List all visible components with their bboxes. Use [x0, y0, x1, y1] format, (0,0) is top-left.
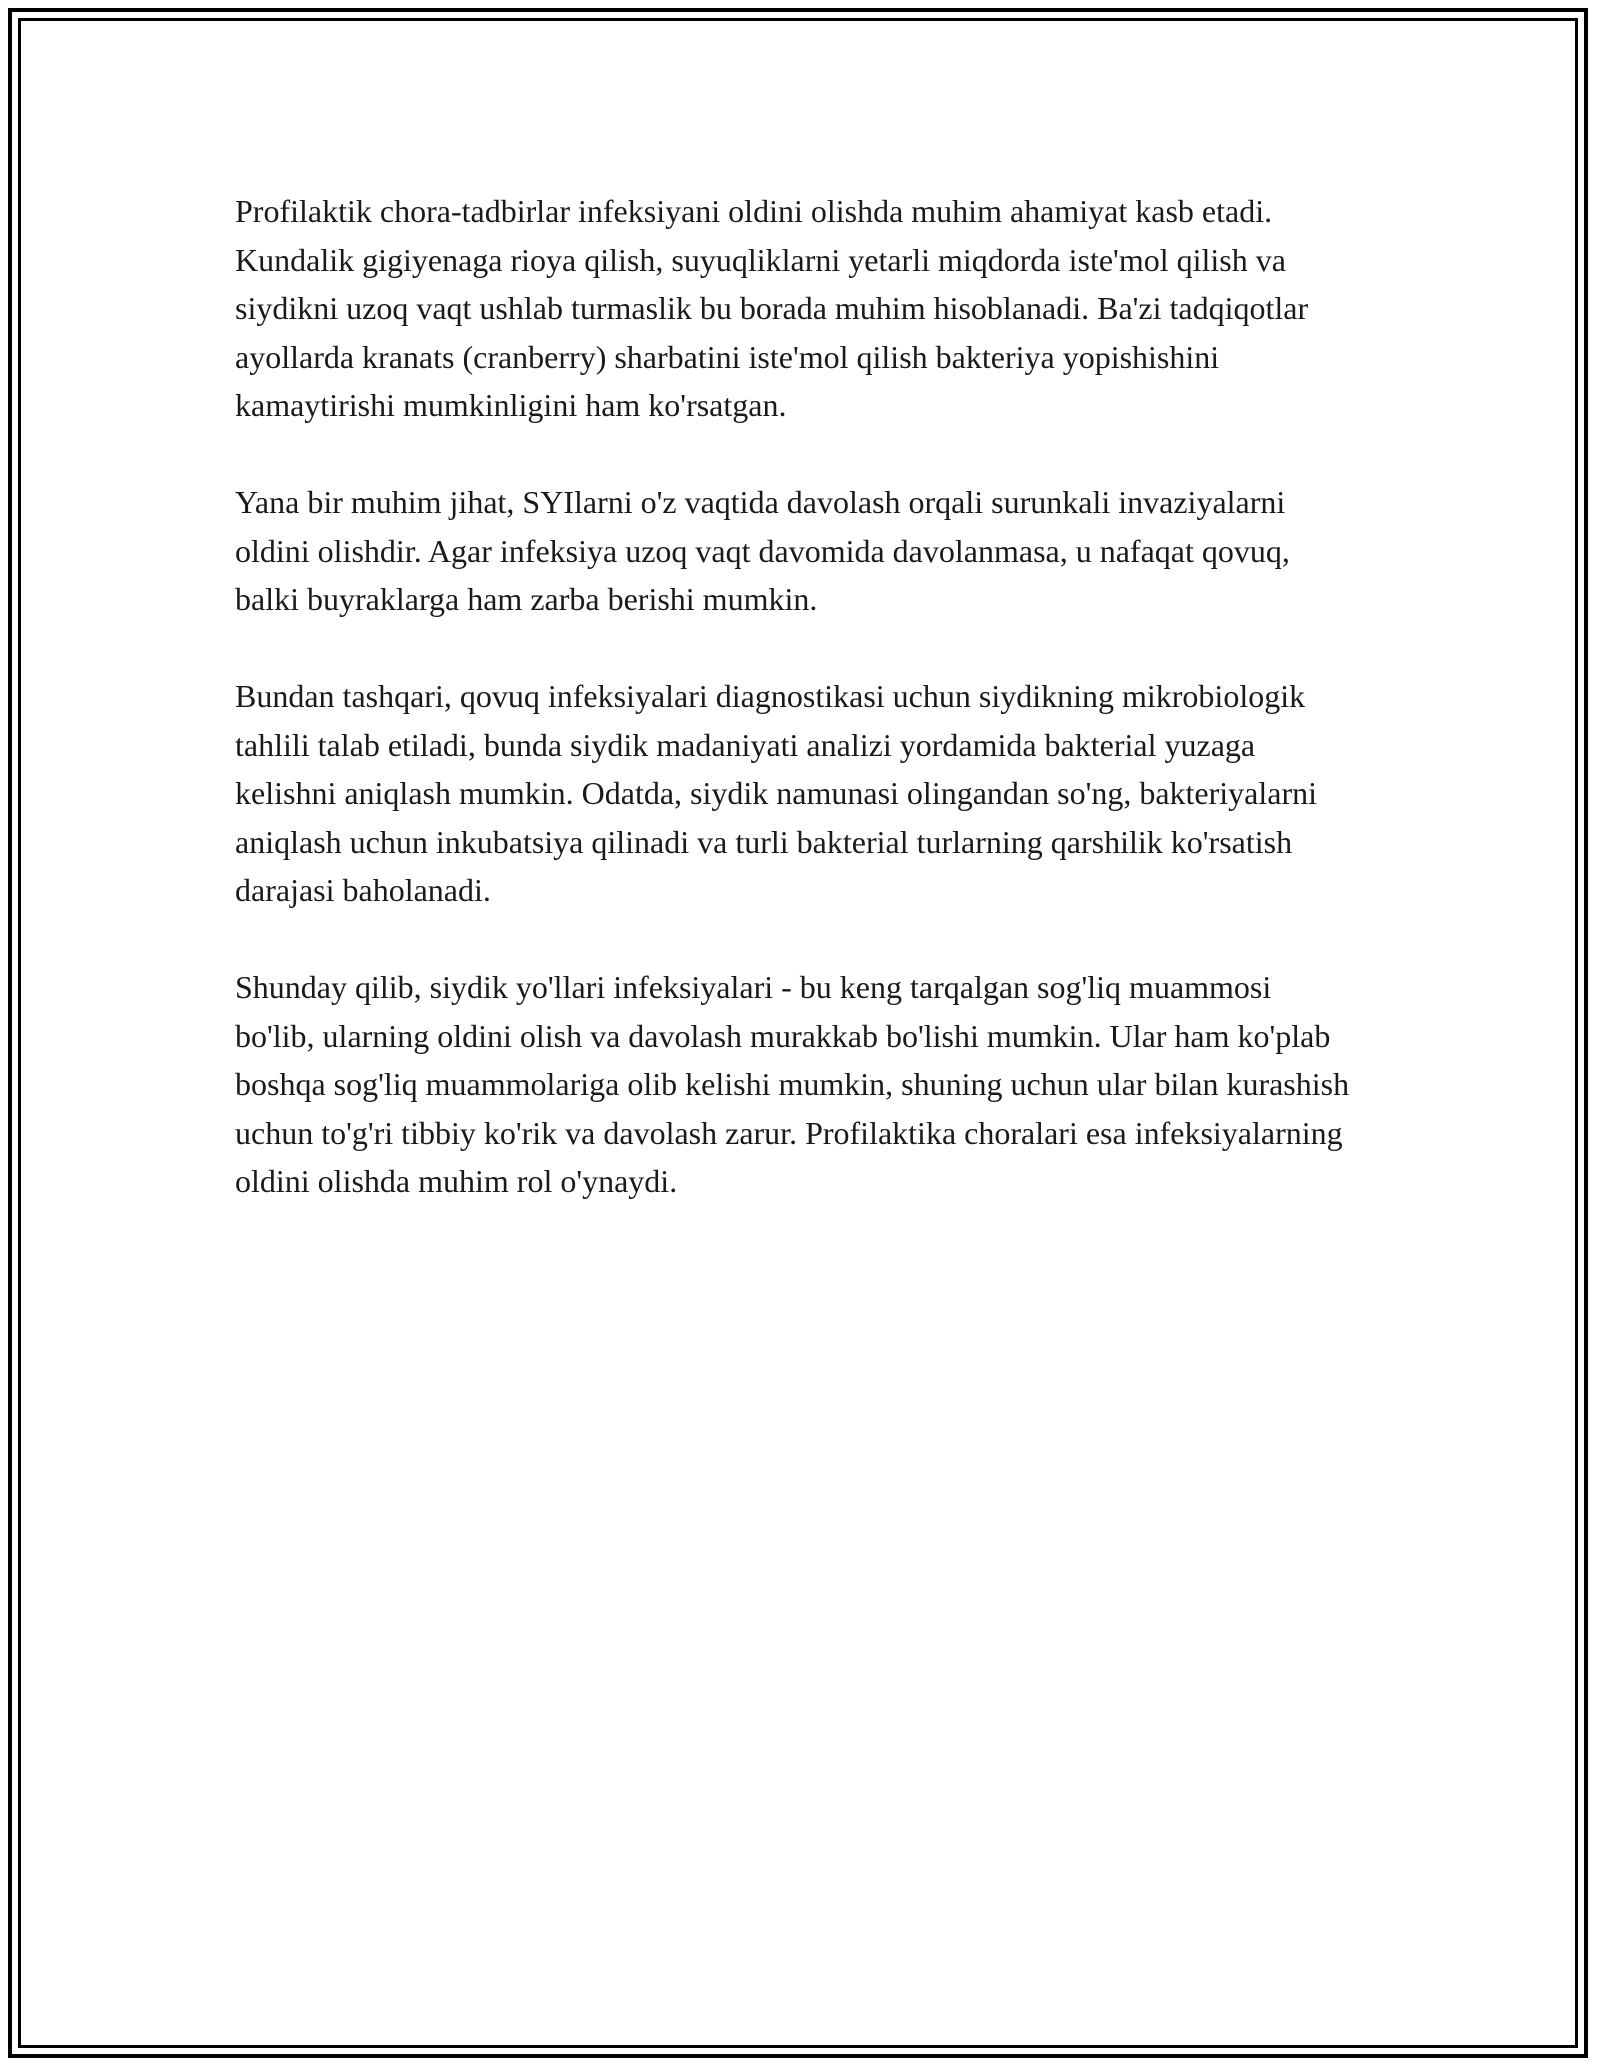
document-body: [235, 187, 1355, 1254]
paragraph-prevention: Profilaktik chora-tadbirlar infeksiyani oldini olishda muhim ahamiyat kasb etadi. Kundalik gigiyenaga rioya qilish, suyuqliklarni yetarli miqdorda iste'mol qilish va siydikni uzoq vaqt ushlab turmaslik bu borada muhim hisoblanadi. Ba'zi tadqiqotlar ayollarda kranats (cranberry) sharbatini iste'mol qilish bakteriya yopishishini kamaytirishi mumkinligini ham ko'rsatgan.: [235, 193, 1309, 423]
paragraph-timely-treatment: Yana bir muhim jihat, SYIlarni o'z vaqtida davolash orqali surunkali invaziyalarni oldini olishdir. Agar infeksiya uzoq vaqt davomida davolanmasa, u nafaqat qovuq, balki buyraklarga ham zarba berishi mumkin.: [235, 484, 1290, 617]
paragraph-conclusion: Shunday qilib, siydik yo'llari infeksiyalari - bu keng tarqalgan sog'liq muammosi bo'lib, ularning oldini olish va davolash murakkab bo'lishi mumkin. Ular ham ko'plab boshqa sog'liq muammolariga olib kelishi mumkin, shuning uchun ular bilan kurashish uchun to'g'ri tibbiy ko'rik va davolash zarur. Profilaktika choralari esa infeksiyalarning oldini olishda muhim rol o'ynaydi.: [235, 969, 1350, 1199]
paragraph-diagnostics: Bundan tashqari, qovuq infeksiyalari diagnostikasi uchun siydikning mikrobiologik tahlili talab etiladi, bunda siydik madaniyati analizi yordamida bakterial yuzaga kelishni aniqlash mumkin. Odatda, siydik namunasi olingandan so'ng, bakteriyalarni aniqlash uchun inkubatsiya qilinadi va turli bakterial turlarning qarshilik ko'rsatish darajasi baholanadi.: [235, 678, 1318, 908]
